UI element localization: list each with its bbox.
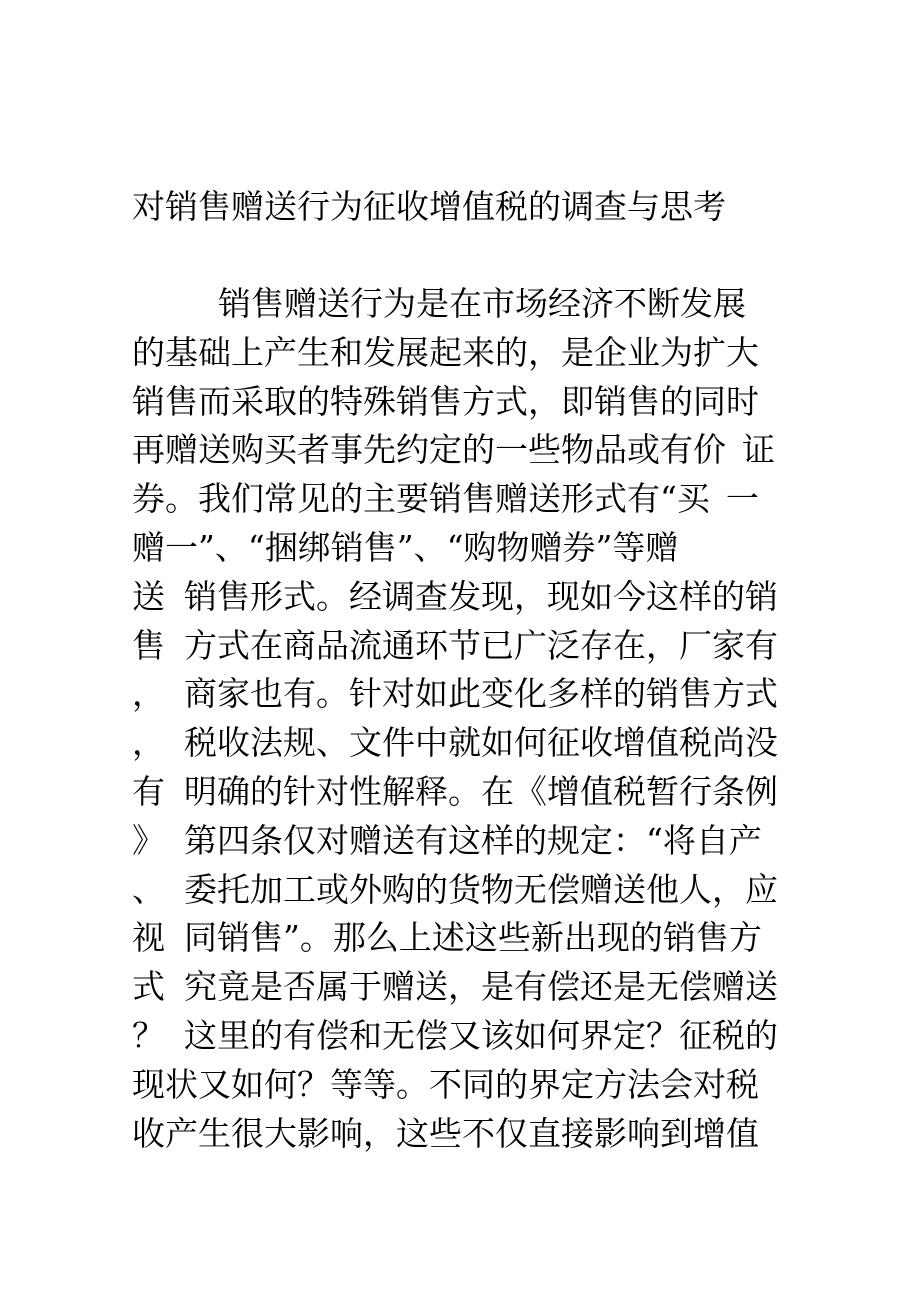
line-text: 明确的针对性解释。在《增值税暂行条例 — [184, 771, 778, 811]
line-text: 商家也有。针对如此变化多样的销售方式 — [184, 674, 778, 714]
line-text: 再赠送购买者事先约定的一些物品或有价 — [132, 430, 726, 470]
line-text: 委托加工或外购的货物无偿赠送他人，应 — [184, 869, 778, 909]
text-line — [132, 866, 812, 915]
line-head: ， — [132, 674, 165, 714]
line-head: ， — [132, 723, 165, 763]
text-line — [132, 768, 812, 817]
line-text: 销售而采取的特殊销售方式，即销售的同时 — [132, 381, 759, 421]
text-line — [132, 622, 812, 671]
line-tail: 一 — [725, 479, 759, 519]
line-head: 售 — [132, 625, 165, 665]
line-text: 方式在商品流通环节已广泛存在，厂家有 — [184, 625, 778, 665]
line-head: 送 — [132, 576, 165, 616]
text-line — [132, 426, 812, 475]
text-line — [132, 573, 812, 622]
line-tail: 证 — [742, 430, 775, 470]
text-line — [132, 524, 812, 573]
text-line — [132, 475, 812, 524]
line-head: ？ — [132, 1015, 165, 1055]
text-line — [132, 719, 812, 768]
document-title: 对销售赠送行为征收增值税的调查与思考 — [132, 187, 726, 226]
line-text: 第四条仅对赠送有这样的规定：“将自产 — [184, 820, 762, 860]
text-line — [132, 963, 812, 1012]
line-text: 销售赠送行为是在市场经济不断发展 — [218, 284, 746, 323]
text-line — [132, 1110, 812, 1159]
text-line — [132, 1012, 812, 1061]
line-head: 、 — [132, 869, 165, 909]
line-text: 券。我们常见的主要销售赠送形式有“买 — [132, 479, 710, 519]
text-line — [132, 1061, 812, 1110]
line-text: 的基础上产生和发展起来的，是企业为扩大 — [132, 332, 759, 372]
line-text: 赠一”、“捆绑销售”、“购物赠券”等赠 — [132, 527, 679, 567]
line-text: 究竟是否属于赠送，是有偿还是无偿赠送 — [184, 967, 778, 1007]
text-line — [132, 817, 812, 866]
text-line — [132, 280, 812, 329]
line-text: 销售形式。经调查发现，现如今这样的销 — [184, 576, 778, 616]
line-head: 有 — [132, 771, 165, 811]
line-text: 现状又如何？等等。不同的界定方法会对税 — [132, 1064, 759, 1104]
line-text: 这里的有偿和无偿又该如何界定？征税的 — [184, 1015, 778, 1055]
text-line — [132, 670, 812, 719]
line-text: 同销售”。那么上述这些新出现的销售方 — [184, 918, 762, 958]
line-head: 》 — [132, 820, 165, 860]
document-body — [132, 280, 812, 1158]
text-line — [132, 914, 812, 963]
line-head: 式 — [132, 967, 165, 1007]
line-head: 视 — [132, 918, 165, 958]
text-line — [132, 329, 812, 378]
line-text: 税收法规、文件中就如何征收增值税尚没 — [184, 723, 778, 763]
line-text: 收产生很大影响，这些不仅直接影响到增值 — [132, 1113, 759, 1153]
text-line — [132, 378, 812, 427]
